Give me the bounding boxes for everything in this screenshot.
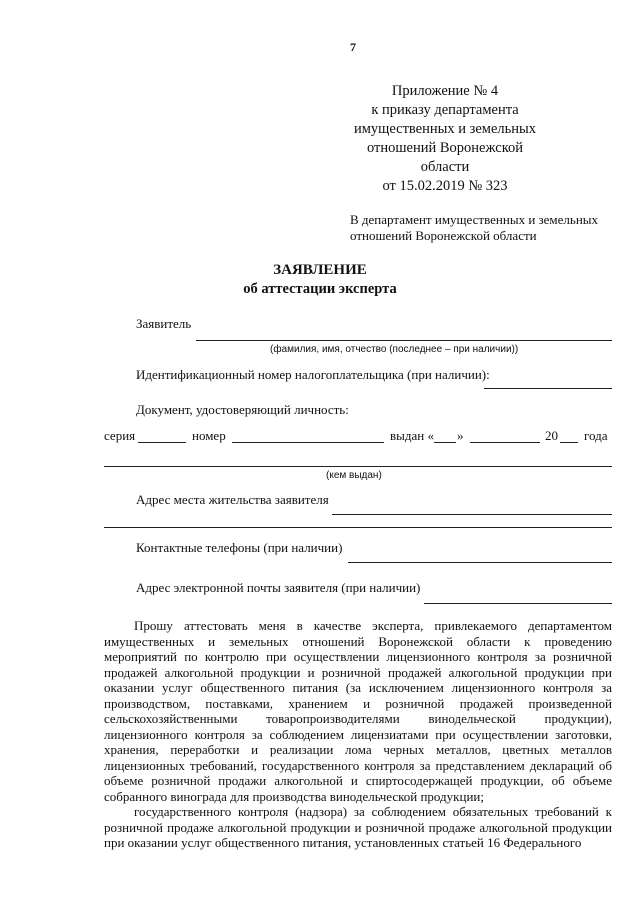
applicant-label: Заявитель <box>136 316 192 331</box>
series-label: серия <box>104 428 136 443</box>
phones-field[interactable] <box>348 562 612 563</box>
year-prefix: 20 <box>545 428 558 443</box>
phones-label: Контактные телефоны (при наличии) <box>136 540 343 555</box>
appendix-line: отношений Воронежской <box>366 140 524 156</box>
issued-month-field[interactable] <box>470 442 540 443</box>
appendix-line: Приложение № 4 <box>391 83 499 99</box>
appendix-line: имущественных и земельных <box>353 121 536 137</box>
title-main: ЗАЯВЛЕНИЕ <box>273 262 367 278</box>
applicant-hint: (фамилия, имя, отчество (последнее – при наличии)) <box>270 344 519 355</box>
body-paragraph: государственного контроля (надзора) за соблюдением обязательных требований к розничной продаже алкогольной продукции и розничной продаже алкогольной продукции при оказании услуг общественного питания, установленных статьей 16 Федерального <box>104 804 612 850</box>
request-body <box>104 618 612 851</box>
issued-day-field[interactable] <box>434 442 456 443</box>
appendix-line: от 15.02.2019 № 323 <box>382 178 508 194</box>
appendix-block <box>330 82 560 196</box>
body-paragraph: Прошу аттестовать меня в качестве эксперта, привлекаемого департаментом имущественных и земельных отношений Воронежской области к проведению мероприятий по контролю при осуществлении лицензионного контроля за розничной продажей алкогольной продукции и розничной продажей алкогольной продукции при оказании услуг общественного питания (за исключением лицензионного контроля за производством, поставками, хранением и розничной продажей произведенной сельскохозяйственными товаропроизводителями винодельческой продукции), лицензионного контроля за соблюдением лицензиатами при осуществлении заготовки, хранения, переработки и реализации лома черных металлов, цветных металлов лицензионных требований, государственного контроля за представлением деклараций об объеме розничной продажи алкогольной и спиртосодержащей продукции, об объеме собранного винограда для производства винодельческой продукции; <box>104 618 612 804</box>
page-number: 7 <box>350 40 356 54</box>
issued-label: выдан « <box>390 428 434 443</box>
addressee-line: отношений Воронежской области <box>350 228 537 243</box>
series-field[interactable] <box>138 442 186 443</box>
appendix-line: к приказу департамента <box>371 102 519 118</box>
address-field-2[interactable] <box>104 527 612 528</box>
issued-by-hint: (кем выдан) <box>326 470 382 481</box>
inn-label: Идентификационный номер налогоплательщика (при наличии): <box>136 367 490 382</box>
address-field[interactable] <box>332 514 612 515</box>
number-field[interactable] <box>232 442 384 443</box>
applicant-field[interactable] <box>196 340 612 341</box>
address-label: Адрес места жительства заявителя <box>136 492 329 507</box>
addressee-block <box>350 212 598 244</box>
number-label: номер <box>192 428 226 443</box>
document-label: Документ, удостоверяющий личность: <box>136 402 349 417</box>
document-title <box>0 260 640 298</box>
inn-field[interactable] <box>484 388 612 389</box>
issued-year-field[interactable] <box>560 442 578 443</box>
issued-by-field[interactable] <box>104 466 612 467</box>
addressee-line: В департамент имущественных и земельных <box>350 212 599 227</box>
email-field[interactable] <box>424 603 612 604</box>
year-label: года <box>584 428 608 443</box>
email-label: Адрес электронной почты заявителя (при наличии) <box>136 580 421 595</box>
title-sub: об аттестации эксперта <box>243 281 397 297</box>
quote-close: » <box>457 428 464 443</box>
appendix-line: области <box>420 159 470 175</box>
